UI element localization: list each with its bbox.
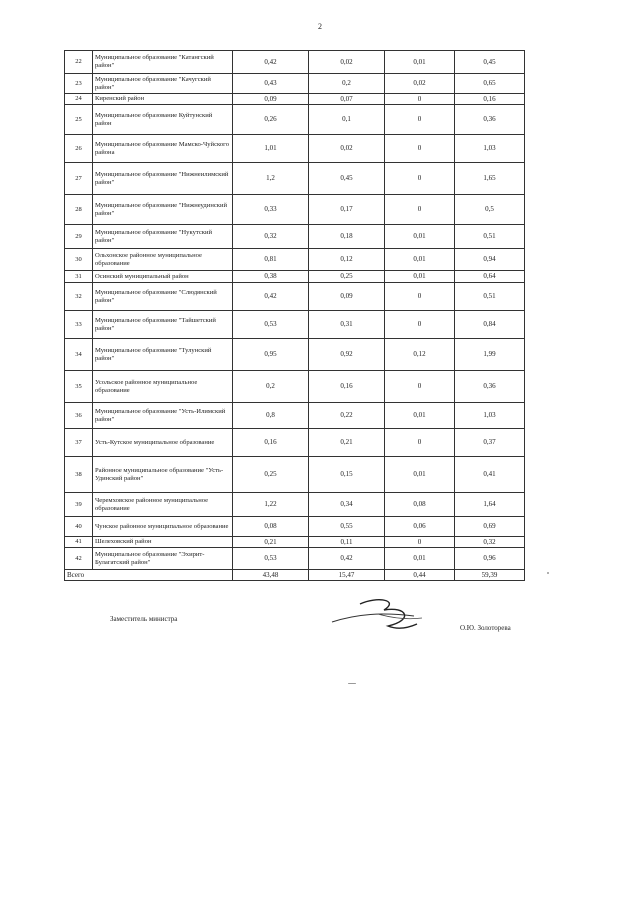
table-row [65, 429, 525, 457]
signatory-name: О.Ю. Золоторева [460, 624, 511, 632]
row-value-2: 0,2 [309, 74, 385, 94]
table-row [65, 74, 525, 94]
row-name: Районное муниципальное образование "Усть-Удинский район" [93, 457, 233, 493]
row-value-3: 0,01 [385, 403, 455, 429]
row-value-2: 0,55 [309, 517, 385, 537]
row-name: Киренский район [93, 94, 233, 105]
row-value-4: 0,36 [455, 105, 525, 135]
table-row [65, 371, 525, 403]
row-value-4: 0,51 [455, 225, 525, 249]
table-row [65, 517, 525, 537]
row-name: Муниципальное образование "Слюдянский район" [93, 283, 233, 311]
row-number: 28 [65, 195, 93, 225]
table-row [65, 537, 525, 548]
row-number: 41 [65, 537, 93, 548]
row-name: Ольхонское районное муниципальное образование [93, 249, 233, 271]
row-value-3: 0,01 [385, 51, 455, 74]
row-value-3: 0 [385, 311, 455, 339]
table-row [65, 271, 525, 283]
row-value-1: 0,25 [233, 457, 309, 493]
row-value-2: 0,31 [309, 311, 385, 339]
row-value-3: 0,01 [385, 271, 455, 283]
row-value-1: 0,43 [233, 74, 309, 94]
row-value-1: 0,42 [233, 283, 309, 311]
row-value-3: 0 [385, 371, 455, 403]
row-value-4: 0,41 [455, 457, 525, 493]
row-value-1: 0,32 [233, 225, 309, 249]
row-value-2: 0,34 [309, 493, 385, 517]
row-value-1: 0,2 [233, 371, 309, 403]
row-value-4: 0,36 [455, 371, 525, 403]
row-value-4: 1,65 [455, 163, 525, 195]
row-value-4: 1,03 [455, 403, 525, 429]
row-name: Черемховское районное муниципальное образование [93, 493, 233, 517]
row-number: 22 [65, 51, 93, 74]
row-value-3: 0 [385, 283, 455, 311]
total-value-1: 43,48 [233, 570, 309, 581]
row-value-4: 0,51 [455, 283, 525, 311]
row-value-1: 0,38 [233, 271, 309, 283]
row-value-4: 0,64 [455, 271, 525, 283]
row-value-4: 0,94 [455, 249, 525, 271]
signatory-position: Заместитель министра [110, 615, 178, 623]
row-name: Осинский муниципальный район [93, 271, 233, 283]
scan-speck [547, 572, 549, 574]
page-number: 2 [318, 22, 322, 31]
row-name: Муниципальное образование "Тайшетский район" [93, 311, 233, 339]
row-name: Муниципальное образование Мамско-Чуйского района [93, 135, 233, 163]
row-value-1: 0,21 [233, 537, 309, 548]
row-value-3: 0 [385, 537, 455, 548]
row-name: Муниципальное образование "Нижнеудинский район" [93, 195, 233, 225]
row-name: Муниципальное образование "Эхирит-Булагатский район" [93, 548, 233, 570]
row-value-3: 0 [385, 195, 455, 225]
row-name: Усольское районное муниципальное образование [93, 371, 233, 403]
row-number: 30 [65, 249, 93, 271]
table-row [65, 339, 525, 371]
row-value-4: 0,32 [455, 537, 525, 548]
row-value-1: 0,95 [233, 339, 309, 371]
row-value-3: 0,01 [385, 457, 455, 493]
row-name: Шелеховский район [93, 537, 233, 548]
table-row [65, 457, 525, 493]
row-value-3: 0 [385, 163, 455, 195]
row-value-2: 0,21 [309, 429, 385, 457]
row-value-4: 0,5 [455, 195, 525, 225]
total-value-4: 59,39 [455, 570, 525, 581]
row-number: 34 [65, 339, 93, 371]
row-number: 23 [65, 74, 93, 94]
row-value-2: 0,25 [309, 271, 385, 283]
row-value-3: 0,08 [385, 493, 455, 517]
row-name: Усть-Кутское муниципальное образование [93, 429, 233, 457]
row-value-4: 1,64 [455, 493, 525, 517]
row-number: 40 [65, 517, 93, 537]
table-body [65, 51, 525, 581]
row-value-2: 0,12 [309, 249, 385, 271]
row-name: Чунское районное муниципальное образование [93, 517, 233, 537]
row-name: Муниципальное образование "Усть-Илимский район" [93, 403, 233, 429]
row-value-2: 0,22 [309, 403, 385, 429]
row-value-4: 0,69 [455, 517, 525, 537]
table-row [65, 283, 525, 311]
data-table [64, 50, 525, 581]
row-value-2: 0,15 [309, 457, 385, 493]
row-number: 33 [65, 311, 93, 339]
row-value-4: 1,03 [455, 135, 525, 163]
row-value-1: 0,53 [233, 548, 309, 570]
table-row [65, 135, 525, 163]
row-number: 32 [65, 283, 93, 311]
row-value-3: 0 [385, 135, 455, 163]
row-value-4: 0,16 [455, 94, 525, 105]
row-value-3: 0 [385, 105, 455, 135]
total-label: Всего [65, 570, 233, 581]
row-value-4: 0,37 [455, 429, 525, 457]
table-row [65, 163, 525, 195]
row-value-4: 0,45 [455, 51, 525, 74]
row-value-1: 0,42 [233, 51, 309, 74]
row-number: 26 [65, 135, 93, 163]
table-row [65, 225, 525, 249]
row-value-2: 0,02 [309, 51, 385, 74]
row-value-1: 0,26 [233, 105, 309, 135]
row-number: 38 [65, 457, 93, 493]
total-row [65, 570, 525, 581]
row-value-2: 0,45 [309, 163, 385, 195]
row-value-2: 0,02 [309, 135, 385, 163]
row-value-1: 0,33 [233, 195, 309, 225]
signature-image [322, 594, 432, 645]
row-value-1: 1,01 [233, 135, 309, 163]
table-row [65, 51, 525, 74]
row-number: 36 [65, 403, 93, 429]
row-value-1: 0,16 [233, 429, 309, 457]
row-number: 25 [65, 105, 93, 135]
row-name: Муниципальное образование Куйтунский район [93, 105, 233, 135]
row-value-4: 0,96 [455, 548, 525, 570]
row-name: Муниципальное образование "Катангский район" [93, 51, 233, 74]
row-value-2: 0,92 [309, 339, 385, 371]
row-value-2: 0,07 [309, 94, 385, 105]
row-value-1: 0,8 [233, 403, 309, 429]
row-value-3: 0,01 [385, 548, 455, 570]
table-row [65, 105, 525, 135]
row-number: 27 [65, 163, 93, 195]
row-value-4: 1,99 [455, 339, 525, 371]
row-value-2: 0,16 [309, 371, 385, 403]
row-value-1: 0,08 [233, 517, 309, 537]
table-row [65, 493, 525, 517]
row-value-2: 0,18 [309, 225, 385, 249]
row-value-2: 0,11 [309, 537, 385, 548]
row-number: 42 [65, 548, 93, 570]
row-value-1: 1,2 [233, 163, 309, 195]
row-value-3: 0,01 [385, 249, 455, 271]
row-number: 37 [65, 429, 93, 457]
total-value-2: 15,47 [309, 570, 385, 581]
row-value-4: 0,84 [455, 311, 525, 339]
row-value-3: 0,01 [385, 225, 455, 249]
row-number: 35 [65, 371, 93, 403]
row-value-3: 0 [385, 429, 455, 457]
row-value-3: 0,12 [385, 339, 455, 371]
row-number: 29 [65, 225, 93, 249]
row-value-4: 0,65 [455, 74, 525, 94]
row-name: Муниципальное образование "Тулунский район" [93, 339, 233, 371]
row-value-2: 0,1 [309, 105, 385, 135]
row-number: 39 [65, 493, 93, 517]
row-value-2: 0,42 [309, 548, 385, 570]
row-name: Муниципальное образование "Нукутский район" [93, 225, 233, 249]
row-value-3: 0 [385, 94, 455, 105]
row-value-2: 0,17 [309, 195, 385, 225]
row-value-1: 0,53 [233, 311, 309, 339]
table-row [65, 403, 525, 429]
row-name: Муниципальное образование "Нижнеилимский район" [93, 163, 233, 195]
row-number: 31 [65, 271, 93, 283]
table-row [65, 94, 525, 105]
table-row [65, 548, 525, 570]
row-value-3: 0,06 [385, 517, 455, 537]
row-number: 24 [65, 94, 93, 105]
row-value-1: 0,81 [233, 249, 309, 271]
scan-speck [348, 683, 356, 684]
row-name: Муниципальное образование "Качугский район" [93, 74, 233, 94]
row-value-2: 0,09 [309, 283, 385, 311]
table-row [65, 249, 525, 271]
table-row [65, 311, 525, 339]
row-value-1: 0,09 [233, 94, 309, 105]
row-value-3: 0,02 [385, 74, 455, 94]
total-value-3: 0,44 [385, 570, 455, 581]
row-value-1: 1,22 [233, 493, 309, 517]
table-row [65, 195, 525, 225]
